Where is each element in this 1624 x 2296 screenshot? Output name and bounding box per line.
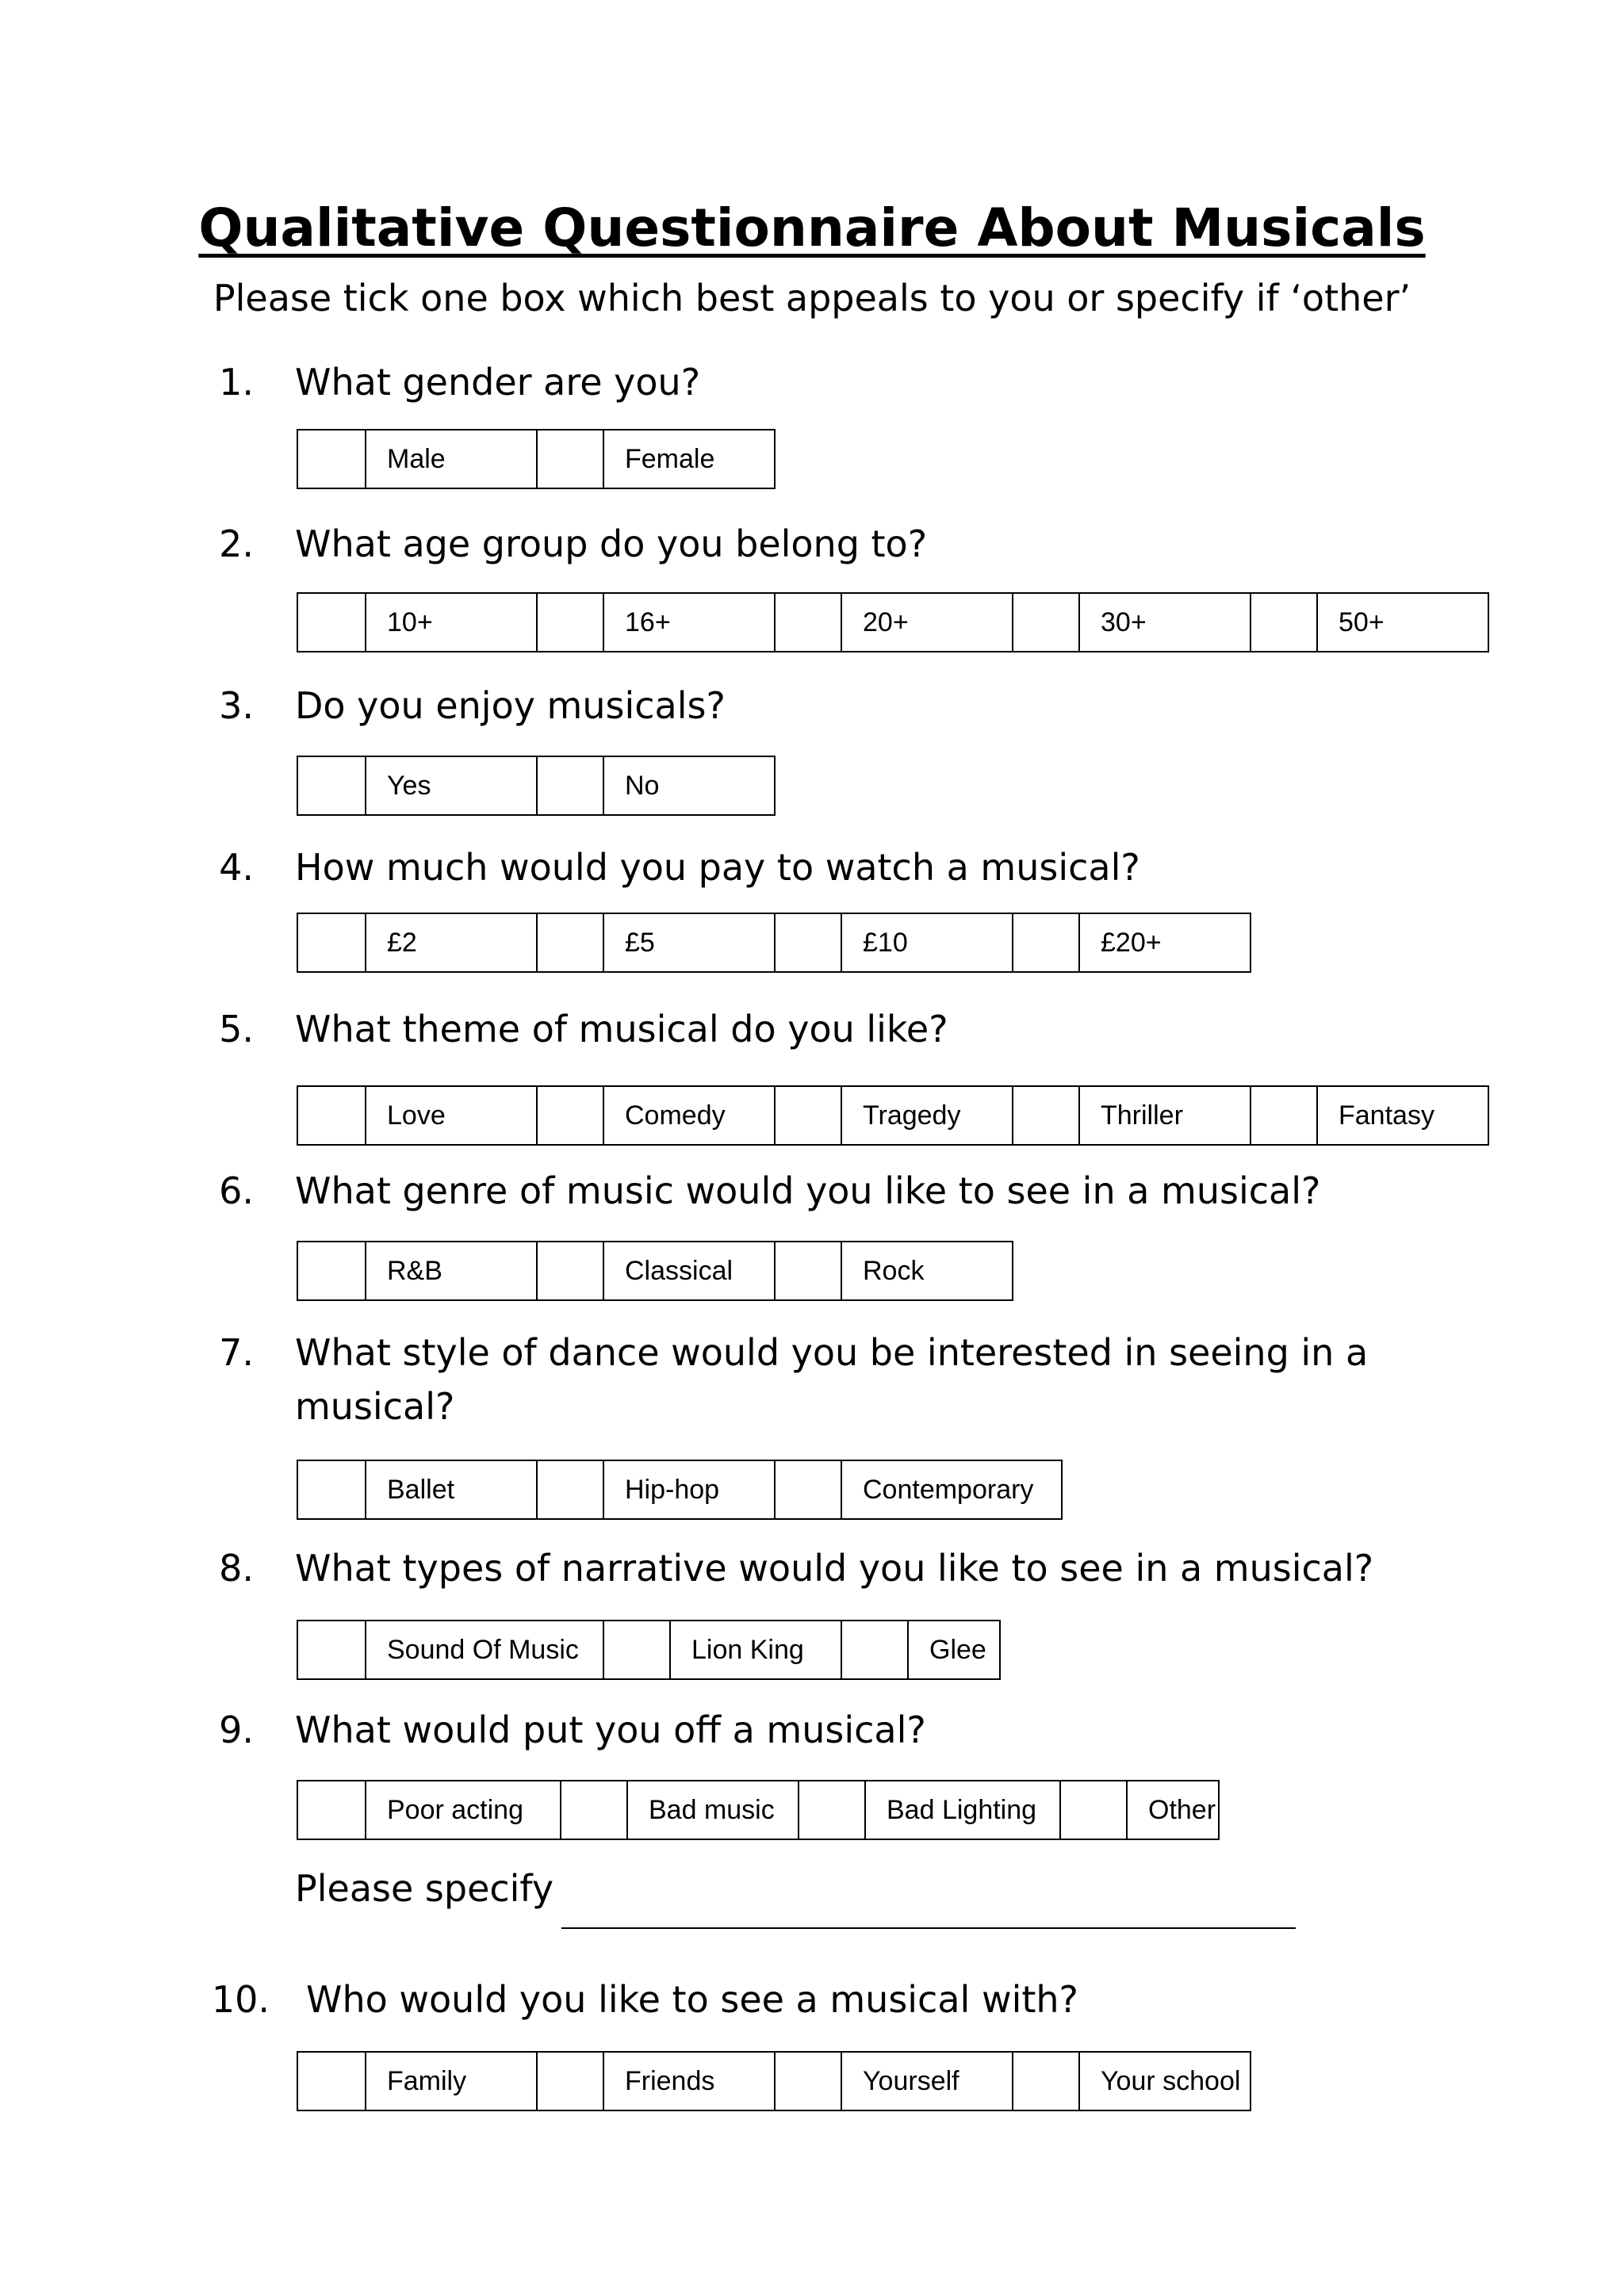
question-text: What style of dance would you be interested in seeing in a musical? bbox=[295, 1331, 1369, 1428]
option-label: Poor acting bbox=[365, 1781, 560, 1839]
option-label: 10+ bbox=[365, 594, 536, 651]
option-label: Hip-hop bbox=[603, 1461, 774, 1518]
option-label: Other bbox=[1126, 1781, 1218, 1839]
question-text: What would put you off a musical? bbox=[295, 1709, 926, 1751]
question-number: 1. bbox=[219, 361, 254, 404]
option-label: Contemporary bbox=[841, 1461, 1061, 1518]
option-label: Bad music bbox=[626, 1781, 798, 1839]
tick-box[interactable] bbox=[1012, 1087, 1078, 1144]
tick-box[interactable] bbox=[298, 1087, 365, 1144]
option-label: £10 bbox=[841, 914, 1012, 971]
specify-label: Please specify bbox=[295, 1867, 554, 1910]
answer-options-row bbox=[297, 913, 1251, 973]
tick-box[interactable] bbox=[1250, 1087, 1316, 1144]
tick-box[interactable] bbox=[298, 430, 365, 488]
tick-box[interactable] bbox=[1012, 594, 1078, 651]
tick-box[interactable] bbox=[536, 1461, 603, 1518]
option-label: Friends bbox=[603, 2053, 774, 2110]
question-number: 7. bbox=[219, 1331, 254, 1374]
question-text: Do you enjoy musicals? bbox=[295, 684, 726, 727]
option-label: 30+ bbox=[1078, 594, 1250, 651]
answer-options-row bbox=[297, 592, 1489, 652]
question-number: 4. bbox=[219, 846, 254, 889]
tick-box[interactable] bbox=[298, 1621, 365, 1678]
tick-box[interactable] bbox=[1012, 2053, 1078, 2110]
question-number: 3. bbox=[219, 684, 254, 727]
tick-box[interactable] bbox=[298, 1461, 365, 1518]
question-number: 5. bbox=[219, 1008, 254, 1050]
option-label: Thriller bbox=[1078, 1087, 1250, 1144]
option-label: Rock bbox=[841, 1242, 1012, 1299]
option-label: Male bbox=[365, 430, 536, 488]
tick-box[interactable] bbox=[603, 1621, 669, 1678]
option-label: £20+ bbox=[1078, 914, 1250, 971]
tick-box[interactable] bbox=[536, 1242, 603, 1299]
answer-options-row bbox=[297, 1241, 1013, 1301]
tick-box[interactable] bbox=[774, 2053, 841, 2110]
option-label: Female bbox=[603, 430, 774, 488]
question-number: 6. bbox=[219, 1169, 254, 1212]
tick-box[interactable] bbox=[536, 2053, 603, 2110]
answer-options-row bbox=[297, 1780, 1220, 1840]
tick-box[interactable] bbox=[774, 1242, 841, 1299]
option-label: R&B bbox=[365, 1242, 536, 1299]
tick-box[interactable] bbox=[536, 430, 603, 488]
tick-box[interactable] bbox=[1012, 914, 1078, 971]
tick-box[interactable] bbox=[774, 1087, 841, 1144]
tick-box[interactable] bbox=[536, 594, 603, 651]
option-label: Yourself bbox=[841, 2053, 1012, 2110]
option-label: No bbox=[603, 757, 774, 814]
option-label: £2 bbox=[365, 914, 536, 971]
tick-box[interactable] bbox=[298, 757, 365, 814]
question-text: Who would you like to see a musical with? bbox=[306, 1978, 1078, 2021]
option-label: £5 bbox=[603, 914, 774, 971]
question-text: What theme of musical do you like? bbox=[295, 1008, 948, 1050]
option-label: Ballet bbox=[365, 1461, 536, 1518]
question-number: 10. bbox=[211, 1978, 270, 2021]
tick-box[interactable] bbox=[298, 1242, 365, 1299]
option-label: Glee bbox=[907, 1621, 999, 1678]
tick-box[interactable] bbox=[774, 914, 841, 971]
question-text: What types of narrative would you like to see in a musical? bbox=[295, 1547, 1374, 1590]
question-text: What age group do you belong to? bbox=[295, 522, 928, 565]
answer-options-row bbox=[297, 1460, 1063, 1520]
tick-box[interactable] bbox=[536, 914, 603, 971]
option-label: Classical bbox=[603, 1242, 774, 1299]
tick-box[interactable] bbox=[774, 594, 841, 651]
answer-options-row bbox=[297, 1620, 1001, 1680]
instructions: Please tick one box which best appeals to you or specify if ‘other’ bbox=[213, 277, 1411, 320]
option-label: Love bbox=[365, 1087, 536, 1144]
tick-box[interactable] bbox=[1250, 594, 1316, 651]
specify-answer-line[interactable] bbox=[561, 1927, 1296, 1929]
question-number: 2. bbox=[219, 522, 254, 565]
tick-box[interactable] bbox=[298, 2053, 365, 2110]
tick-box[interactable] bbox=[536, 1087, 603, 1144]
question-text: What genre of music would you like to see in a musical? bbox=[295, 1169, 1321, 1212]
option-label: Your school bbox=[1078, 2053, 1250, 2110]
question-text: What gender are you? bbox=[295, 361, 701, 404]
option-label: Bad Lighting bbox=[864, 1781, 1059, 1839]
tick-box[interactable] bbox=[1059, 1781, 1126, 1839]
question-number: 9. bbox=[219, 1709, 254, 1751]
tick-box[interactable] bbox=[560, 1781, 626, 1839]
answer-options-row bbox=[297, 2051, 1251, 2111]
option-label: Yes bbox=[365, 757, 536, 814]
option-label: Family bbox=[365, 2053, 536, 2110]
tick-box[interactable] bbox=[841, 1621, 907, 1678]
option-label: 20+ bbox=[841, 594, 1012, 651]
question-number: 8. bbox=[219, 1547, 254, 1590]
tick-box[interactable] bbox=[298, 594, 365, 651]
option-label: Fantasy bbox=[1316, 1087, 1488, 1144]
tick-box[interactable] bbox=[536, 757, 603, 814]
page-title: Qualitative Questionnaire About Musicals bbox=[198, 197, 1426, 258]
answer-options-row bbox=[297, 1085, 1489, 1146]
option-label: Lion King bbox=[669, 1621, 841, 1678]
tick-box[interactable] bbox=[798, 1781, 864, 1839]
question-text: How much would you pay to watch a musical? bbox=[295, 846, 1140, 889]
answer-options-row bbox=[297, 429, 776, 489]
tick-box[interactable] bbox=[298, 914, 365, 971]
option-label: Tragedy bbox=[841, 1087, 1012, 1144]
option-label: Comedy bbox=[603, 1087, 774, 1144]
tick-box[interactable] bbox=[774, 1461, 841, 1518]
tick-box[interactable] bbox=[298, 1781, 365, 1839]
option-label: 50+ bbox=[1316, 594, 1488, 651]
option-label: Sound Of Music bbox=[365, 1621, 603, 1678]
answer-options-row bbox=[297, 756, 776, 816]
option-label: 16+ bbox=[603, 594, 774, 651]
